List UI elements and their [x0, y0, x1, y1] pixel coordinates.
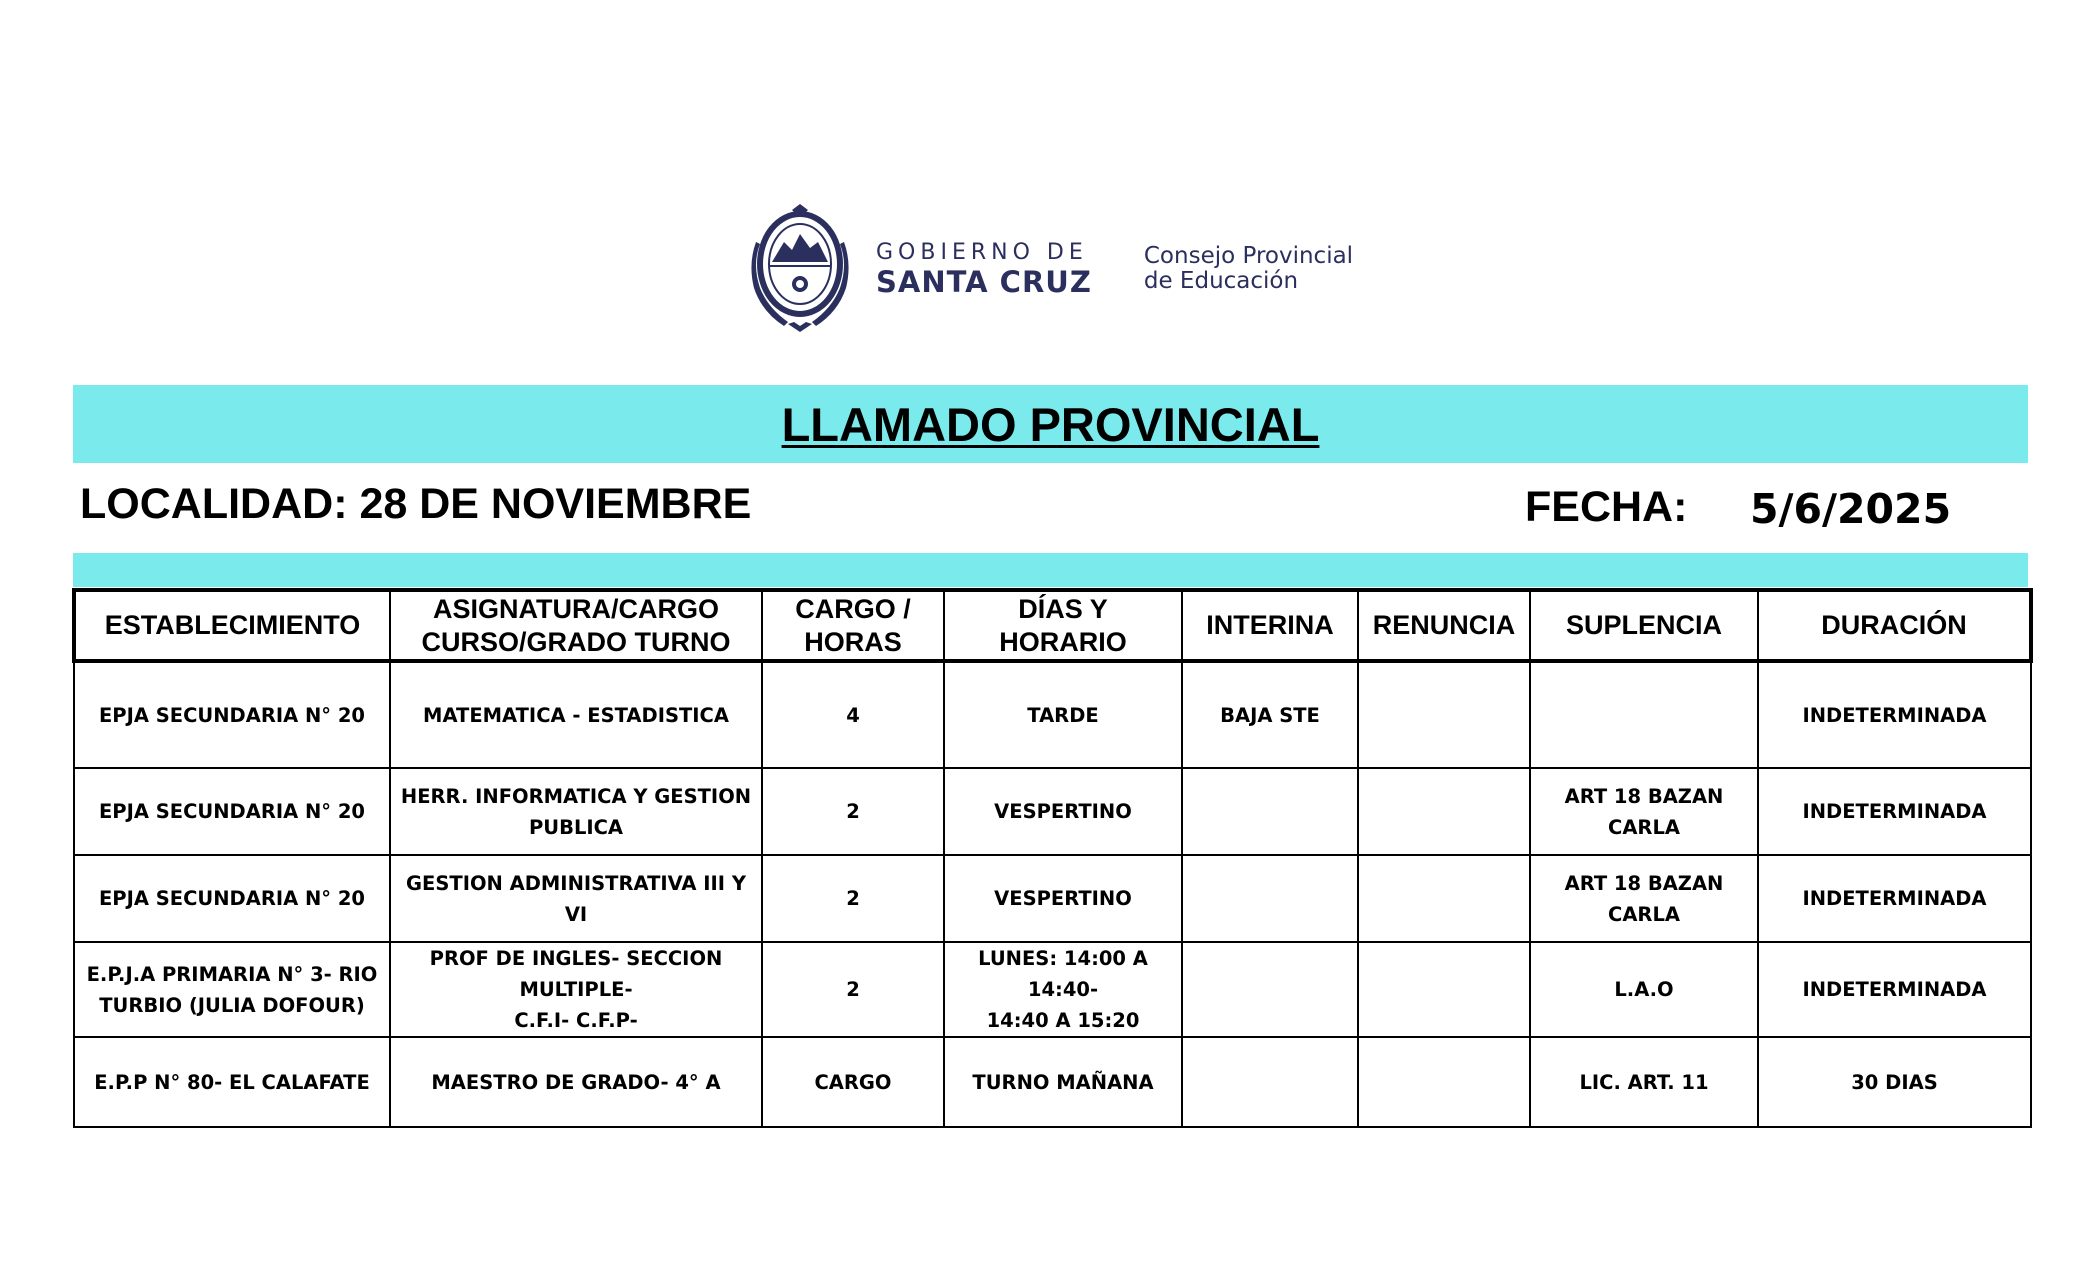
cell-interina — [1182, 1037, 1358, 1127]
cell-cargo: 2 — [762, 942, 944, 1037]
cell-suplencia: L.A.O — [1530, 942, 1758, 1037]
fecha-value: 5/6/2025 — [1750, 485, 1952, 533]
cell-asignatura: HERR. INFORMATICA Y GESTION PUBLICA — [390, 768, 762, 855]
cell-establecimiento: EPJA SECUNDARIA N° 20 — [74, 661, 390, 768]
cell-asignatura: MATEMATICA - ESTADISTICA — [390, 661, 762, 768]
cell-duracion: 30 DIAS — [1758, 1037, 2031, 1127]
cell-dias: LUNES: 14:00 A 14:40- 14:40 A 15:20 — [944, 942, 1182, 1037]
table-header-row — [74, 590, 2031, 661]
cell-duracion: INDETERMINADA — [1758, 855, 2031, 942]
cell-establecimiento: E.P.P N° 80- EL CALAFATE — [74, 1037, 390, 1127]
cell-interina — [1182, 855, 1358, 942]
cell-duracion: INDETERMINADA — [1758, 768, 2031, 855]
consejo-line1: Consejo Provincial — [1143, 243, 1354, 269]
cell-renuncia — [1358, 942, 1530, 1037]
table-row — [74, 1037, 2031, 1127]
cell-renuncia — [1358, 768, 1530, 855]
cell-asignatura: GESTION ADMINISTRATIVA III Y VI — [390, 855, 762, 942]
table-row — [74, 855, 2031, 942]
header-interina: INTERINA — [1182, 590, 1358, 661]
cell-establecimiento: EPJA SECUNDARIA N° 20 — [74, 768, 390, 855]
cell-suplencia: ART 18 BAZAN CARLA — [1530, 768, 1758, 855]
header-suplencia: SUPLENCIA — [1530, 590, 1758, 661]
header-asignatura: ASIGNATURA/CARGO CURSO/GRADO TURNO — [390, 590, 762, 661]
cell-interina — [1182, 942, 1358, 1037]
table-row — [74, 768, 2031, 855]
cell-renuncia — [1358, 1037, 1530, 1127]
llamado-table — [72, 588, 2033, 1128]
santa-cruz-seal-icon — [748, 204, 852, 334]
header-logo-block — [748, 204, 1353, 334]
cell-interina: BAJA STE — [1182, 661, 1358, 768]
consejo-text — [1144, 244, 1353, 294]
cell-duracion: INDETERMINADA — [1758, 661, 2031, 768]
cell-cargo: 2 — [762, 768, 944, 855]
cell-establecimiento: EPJA SECUNDARIA N° 20 — [74, 855, 390, 942]
header-duracion: DURACIÓN — [1758, 590, 2031, 661]
cell-interina — [1182, 768, 1358, 855]
cell-dias: TURNO MAÑANA — [944, 1037, 1182, 1127]
cell-suplencia: ART 18 BAZAN CARLA — [1530, 855, 1758, 942]
cell-renuncia — [1358, 855, 1530, 942]
localidad-label: LOCALIDAD: 28 DE NOVIEMBRE — [80, 480, 752, 528]
page-title: LLAMADO PROVINCIAL — [781, 397, 1320, 451]
separator-band — [73, 553, 2028, 587]
cell-dias: TARDE — [944, 661, 1182, 768]
header-dias-horario: DÍAS Y HORARIO — [944, 590, 1182, 661]
cell-renuncia — [1358, 661, 1530, 768]
cell-asignatura: PROF DE INGLES- SECCION MULTIPLE- C.F.I- C.F.P- — [390, 942, 762, 1037]
cell-cargo: CARGO — [762, 1037, 944, 1127]
cell-cargo: 2 — [762, 855, 944, 942]
consejo-line2: de Educación — [1143, 268, 1299, 294]
cell-suplencia: LIC. ART. 11 — [1530, 1037, 1758, 1127]
gobierno-text — [876, 240, 1092, 298]
gobierno-line1: GOBIERNO DE — [876, 240, 1088, 265]
cell-dias: VESPERTINO — [944, 855, 1182, 942]
table-row — [74, 661, 2031, 768]
cell-cargo: 4 — [762, 661, 944, 768]
header-cargo-horas: CARGO / HORAS — [762, 590, 944, 661]
fecha-label: FECHA: — [1525, 483, 1688, 531]
gobierno-line2: SANTA CRUZ — [876, 265, 1092, 299]
table-row — [74, 942, 2031, 1037]
cell-suplencia — [1530, 661, 1758, 768]
title-band — [73, 385, 2028, 463]
cell-asignatura: MAESTRO DE GRADO- 4° A — [390, 1037, 762, 1127]
header-renuncia: RENUNCIA — [1358, 590, 1530, 661]
cell-dias: VESPERTINO — [944, 768, 1182, 855]
header-establecimiento: ESTABLECIMIENTO — [74, 590, 390, 661]
cell-duracion: INDETERMINADA — [1758, 942, 2031, 1037]
cell-establecimiento: E.P.J.A PRIMARIA N° 3- RIO TURBIO (JULIA DOFOUR) — [74, 942, 390, 1037]
